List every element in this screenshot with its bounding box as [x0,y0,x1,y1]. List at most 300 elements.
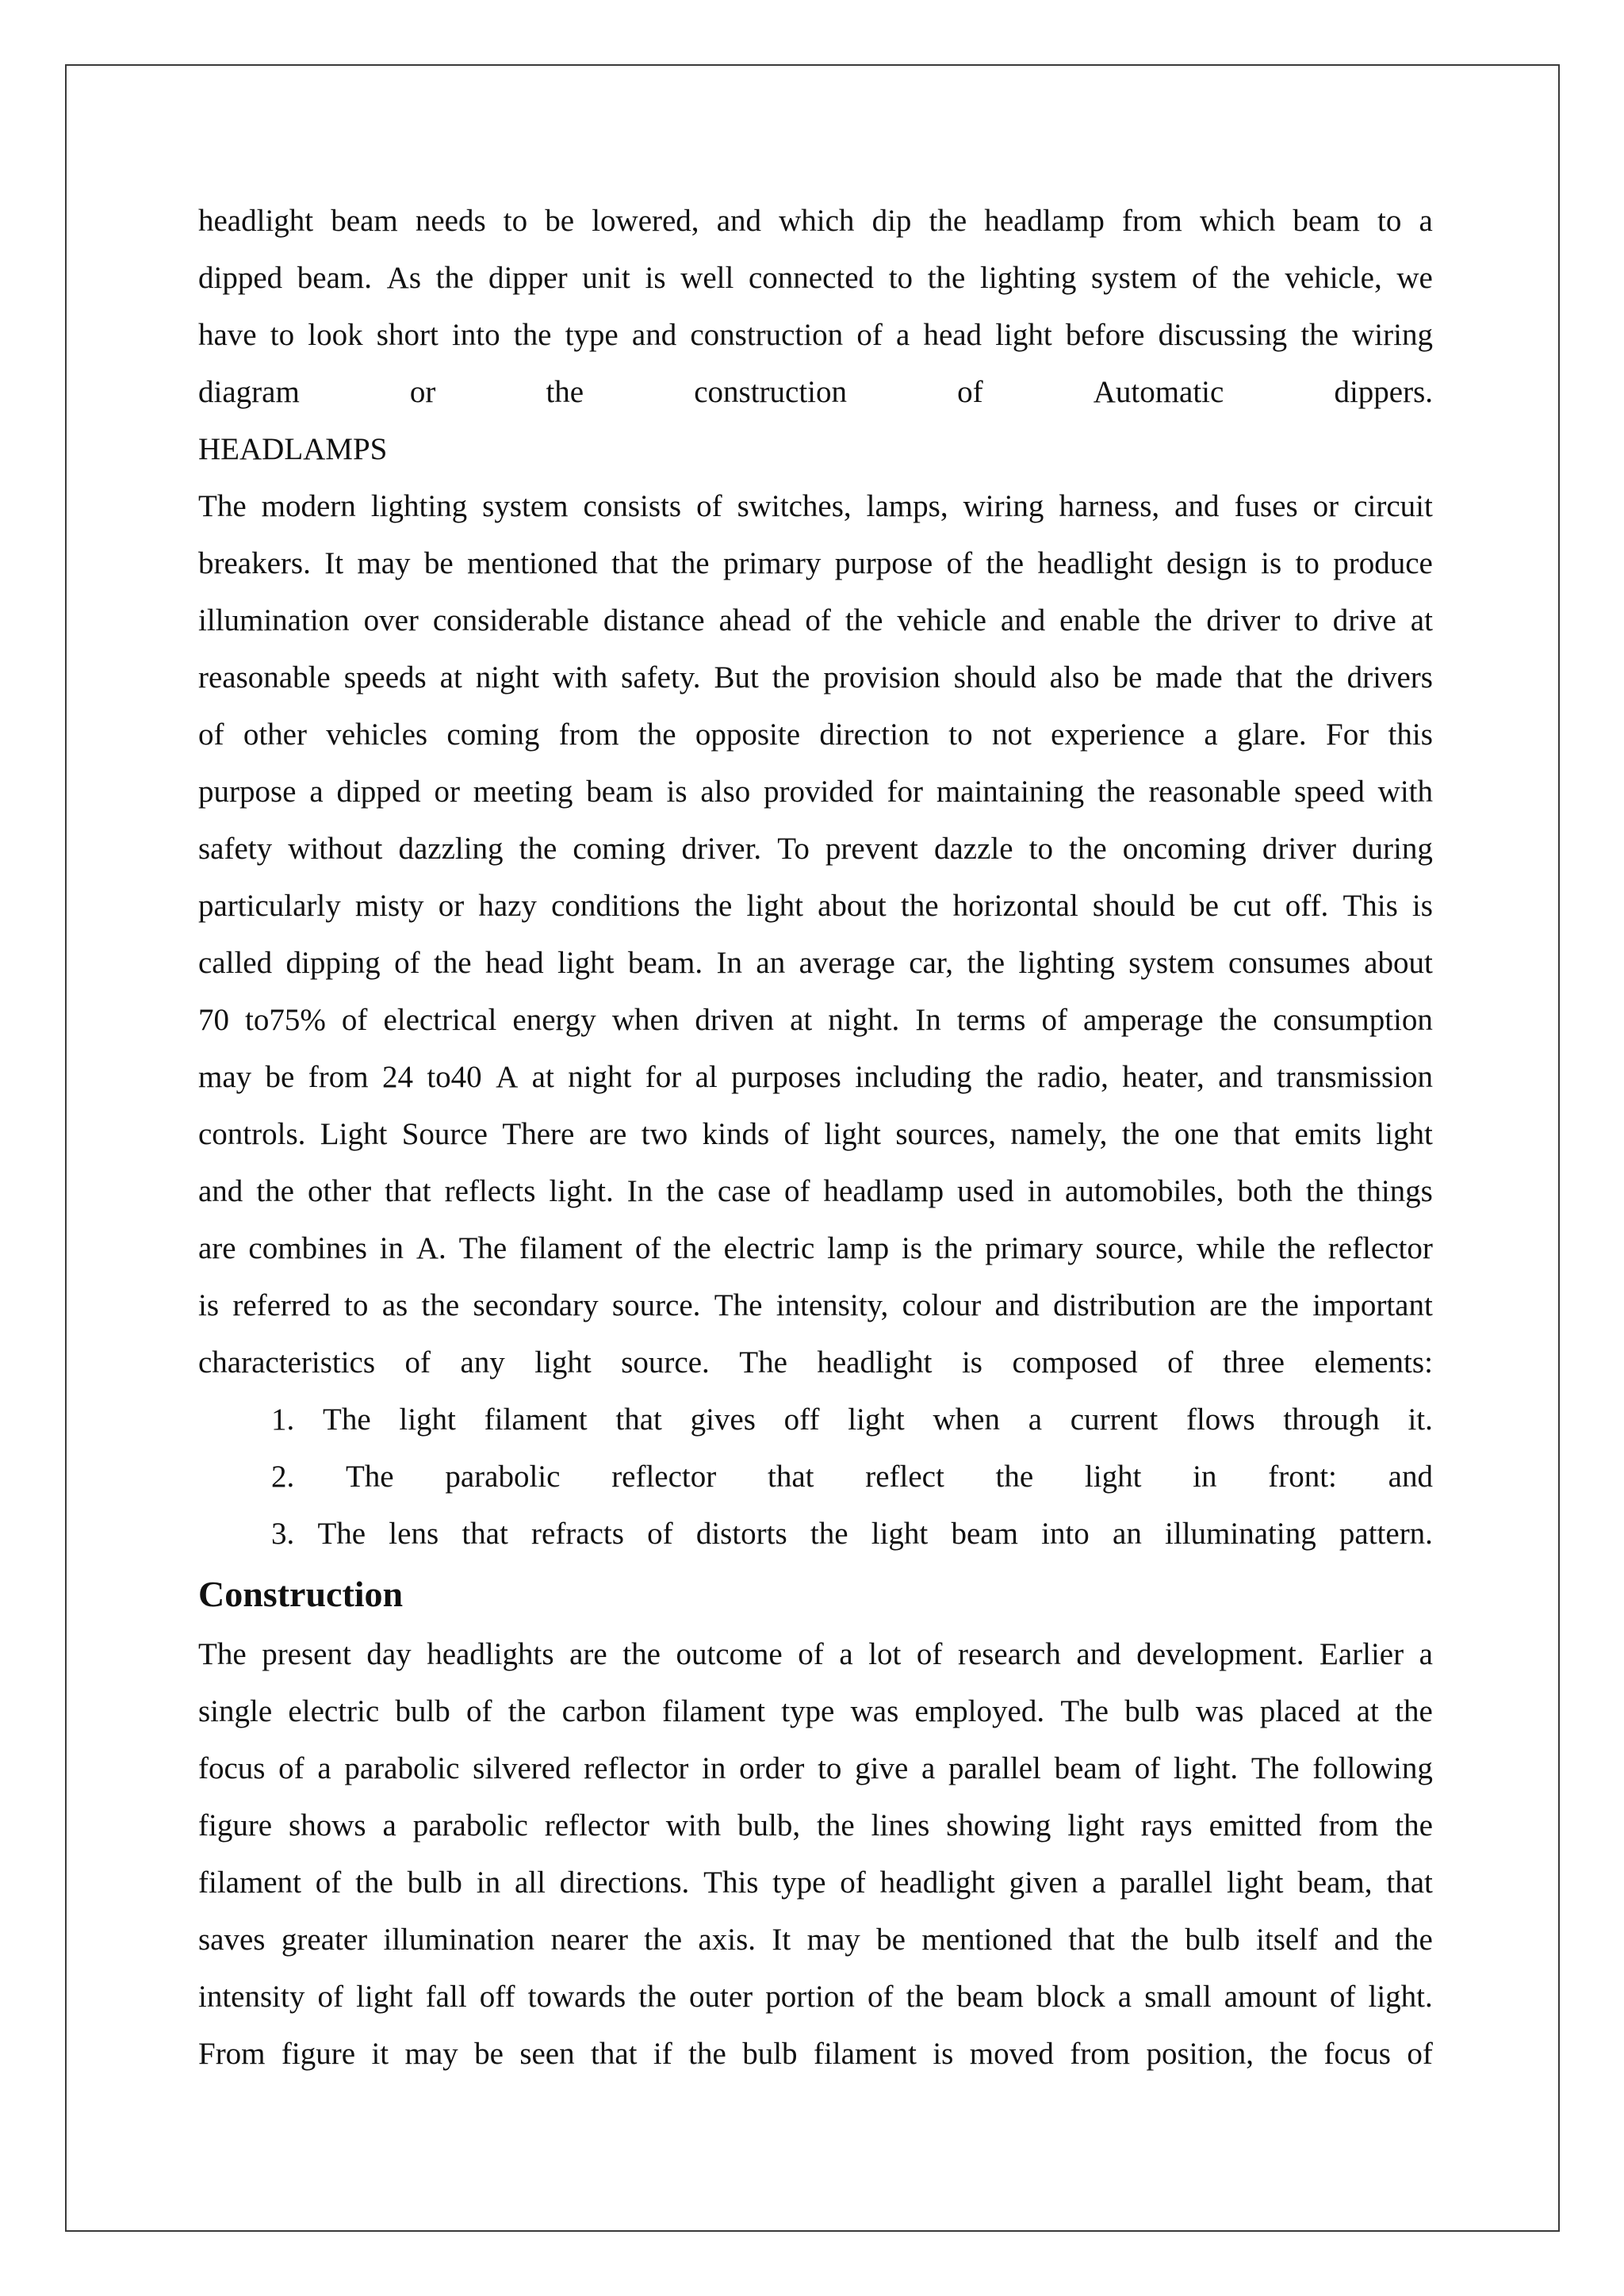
word: consists [583,489,682,523]
word: diagram [198,375,300,409]
word: elements: [1314,1345,1433,1380]
word: light [1067,1808,1124,1843]
word: characteristics [198,1345,376,1380]
word: to [818,1751,842,1785]
word: of [856,318,883,352]
paragraph-construction [198,1626,1433,2083]
word: beam [331,204,398,238]
word: lighting [370,489,468,523]
word: also [700,775,751,809]
word: to [1295,546,1320,580]
word: light [1376,1117,1433,1151]
word: From [198,2037,266,2071]
word: electric [288,1694,380,1728]
word: reflects [444,1174,536,1208]
paragraph-intro [198,193,1433,421]
text-line [198,592,1433,649]
word: and [1000,603,1046,637]
word: lamp [827,1231,890,1265]
text-line [198,649,1433,706]
text-line [198,2026,1433,2083]
word: the [985,1060,1024,1094]
word: electric [723,1231,815,1265]
word: may [357,546,411,580]
word: type [565,318,619,352]
word: following [1312,1751,1433,1785]
word: light [356,1980,413,2014]
list-item [198,1506,1433,1563]
text-line [198,1740,1433,1797]
word: be [1189,889,1219,923]
word: 1. [271,1402,295,1437]
word: vehicle [897,603,986,637]
word: with [665,1808,722,1843]
word: consumption [1273,1003,1433,1037]
word: to [1028,832,1053,866]
word: seen [519,2037,575,2071]
word: made [1155,660,1223,695]
word: a [839,1637,853,1671]
word: that [591,2037,638,2071]
word: The [1060,1694,1109,1728]
word: be [1113,660,1143,695]
word: as [381,1288,408,1322]
text-line [198,1049,1433,1106]
word: headlamp [823,1174,944,1208]
word: the [673,1231,711,1265]
word: the [1305,1174,1344,1208]
word: unit [582,261,630,295]
word: well [680,261,734,295]
text-line [198,1969,1433,2026]
word: is [961,1345,982,1380]
word: rays [1140,1808,1193,1843]
word: The [317,1517,366,1551]
word: modern [261,489,356,523]
word: refracts [531,1517,624,1551]
word: in [1193,1460,1217,1494]
word: given [1009,1866,1078,1900]
word: controls. [198,1117,306,1151]
word: dazzling [398,832,504,866]
word: it [371,2037,389,2071]
word: filament [662,1694,765,1728]
word: night. [828,1003,900,1037]
word: filament [519,1231,622,1265]
word: driven [695,1003,775,1037]
word: electrical [383,1003,497,1037]
word: was [850,1694,899,1728]
word: carbon [561,1694,646,1728]
word: the [1296,660,1334,695]
document-body [198,193,1433,2083]
text-line [198,1797,1433,1854]
word: that [615,1402,662,1437]
word: driver. [681,832,762,866]
word: distorts [695,1517,787,1551]
word: It [324,546,344,580]
word: saves [198,1923,266,1957]
word: Automatic [1093,375,1224,409]
text-line [198,763,1433,821]
word: referred [232,1288,331,1322]
word: and [1174,489,1220,523]
word: into [451,318,500,352]
construction-heading: Construction [198,1574,404,1614]
word: and [994,1288,1040,1322]
word: light [399,1402,456,1437]
word: light [557,946,615,980]
word: are [198,1231,236,1265]
word: energy [512,1003,596,1037]
word: dipped [336,775,421,809]
word: beam, [1297,1866,1373,1900]
word: from [558,718,619,752]
word: A. [416,1231,446,1265]
word: a [921,1751,936,1785]
word: vehicles [326,718,428,752]
word: short [376,318,439,352]
word: development. [1136,1637,1304,1671]
word: Earlier [1320,1637,1404,1671]
text-line [198,1626,1433,1683]
word: not [991,718,1032,752]
word: research [957,1637,1061,1671]
word: of [798,1637,824,1671]
word: In [915,1003,941,1037]
word: colour [902,1288,982,1322]
word: this [1388,718,1433,752]
word: safety. [621,660,701,695]
word: to [888,261,914,295]
word: a [1204,718,1218,752]
word: transmission [1276,1060,1433,1094]
word: to [1377,204,1402,238]
word: the [1154,603,1193,637]
word: the [508,1694,546,1728]
word: if [653,2037,672,2071]
word: the [421,1288,460,1322]
word: of [341,1003,368,1037]
word: reflect [865,1460,944,1494]
text-line [198,1334,1433,1391]
word: considerable [432,603,589,637]
word: driver [1262,832,1336,866]
word: a [1419,1637,1433,1671]
word: to [948,718,973,752]
word: light [1084,1460,1142,1494]
word: light. [549,1174,614,1208]
word: the [513,318,552,352]
word: placed [1259,1694,1341,1728]
word: wiring [1352,318,1433,352]
word: type [781,1694,835,1728]
word: prevent [825,832,918,866]
word: purpose [198,775,297,809]
word: misty [354,889,424,923]
word: the [688,2037,726,2071]
word: the [1300,318,1339,352]
word: of [696,489,722,523]
word: current [1070,1402,1159,1437]
word: bulb, [737,1808,801,1843]
word: silvered [473,1751,571,1785]
word: with [1377,775,1433,809]
word: when [611,1003,680,1037]
word: of [404,1345,431,1380]
word: towards [527,1980,626,2014]
word: outer [689,1980,753,2014]
word: dip [871,204,912,238]
word: beam [1293,204,1360,238]
word: the [1277,1231,1316,1265]
word: a [382,1808,396,1843]
word: of [198,718,224,752]
word: The [198,489,247,523]
word: terms [956,1003,1026,1037]
word: to75% [245,1003,326,1037]
word: small [1144,1980,1212,2014]
word: without [288,832,383,866]
word: to [344,1288,369,1322]
word: are [588,1117,627,1151]
word: harness, [1059,489,1160,523]
word: headlight [817,1345,933,1380]
word: filament [198,1866,301,1900]
word: light [534,1345,592,1380]
word: the [355,1866,393,1900]
word: it. [1408,1402,1433,1437]
word: beam. [627,946,703,980]
word: from [308,1060,369,1094]
word: a [1419,204,1433,238]
word: illuminating [1165,1517,1316,1551]
word: and [631,318,677,352]
word: including [855,1060,972,1094]
word: look [308,318,363,352]
word: which [1199,204,1276,238]
word: through [1283,1402,1380,1437]
word: of [868,1980,894,2014]
word: about [1364,946,1433,980]
word: over [363,603,419,637]
word: glare. [1236,718,1307,752]
word: mentioned [921,1923,1052,1957]
text-line [198,364,1433,421]
word: at [531,1060,554,1094]
word: when [933,1402,1000,1437]
word: day [366,1637,412,1671]
word: are [569,1637,607,1671]
word: all [514,1866,546,1900]
word: the [671,546,710,580]
word: or [409,375,436,409]
word: case [717,1174,772,1208]
text-line [198,821,1433,878]
word: of [1167,1345,1193,1380]
text-line [198,250,1433,307]
word: from [1318,1808,1379,1843]
word: have [198,318,257,352]
word: a [309,775,324,809]
word: and [1388,1460,1433,1494]
word: any [460,1345,505,1380]
word: heater, [1122,1060,1205,1094]
word: Source [401,1117,488,1151]
word: beam [956,1980,1024,2014]
text-line [198,1911,1433,1969]
word: meeting [473,775,573,809]
word: provided [764,775,874,809]
word: of [1041,1003,1067,1037]
word: for [645,1060,682,1094]
word: But [714,660,759,695]
word: ahead [718,603,791,637]
word: As [386,261,421,295]
word: present [262,1637,351,1671]
word: direction [819,718,929,752]
word: primary [722,546,822,580]
word: that [385,1174,431,1208]
word: headlight [198,204,314,238]
word: discussing [1158,318,1288,352]
word: order [739,1751,805,1785]
word: oncoming [1122,832,1247,866]
word: 2. [271,1460,295,1494]
word: before [1065,318,1145,352]
word: illumination [198,603,350,637]
word: In [716,946,743,980]
word: source. [611,1288,701,1322]
word: a [317,1751,331,1785]
word: night [475,660,539,695]
word: the [256,1174,294,1208]
word: lines [871,1808,930,1843]
word: namely, [1010,1117,1108,1151]
word: 24 [381,1060,413,1094]
word: in [702,1751,726,1785]
word: system [1090,261,1178,295]
word: In [626,1174,653,1208]
word: is [666,775,688,809]
word: position, [1146,2037,1254,2071]
word: car, [909,946,954,980]
word: off [479,1980,515,2014]
word: of [805,603,831,637]
word: light [746,889,803,923]
word: that [1235,660,1283,695]
text-line [198,1163,1433,1220]
word: the [546,375,584,409]
list-item [198,1448,1433,1506]
word: the [1069,832,1107,866]
word: mentioned [467,546,598,580]
word: dipper [488,261,568,295]
word: focus [1323,2037,1391,2071]
word: to40 [427,1060,482,1094]
word: and [1218,1060,1263,1094]
word: or [434,775,460,809]
word: the [1232,261,1270,295]
word: the [694,889,733,923]
word: bulb [1185,1923,1240,1957]
text-line [198,878,1433,935]
word: the [1395,1923,1433,1957]
word: at [790,1003,813,1037]
word: of [783,1117,810,1151]
word: employed. [914,1694,1045,1728]
word: primary [985,1231,1083,1265]
word: single [198,1694,273,1728]
word: construction [690,318,844,352]
word: particularly [198,889,341,923]
word: purpose [834,546,933,580]
word: the [638,718,676,752]
word: 70 [198,1003,229,1037]
word: drive [1332,603,1396,637]
word: is [645,261,666,295]
word: of [278,1751,304,1785]
word: speed [1294,775,1365,809]
word: used [957,1174,1014,1208]
word: at [439,660,462,695]
word: for [887,775,923,809]
word: the [1121,1117,1160,1151]
word: a [1092,1866,1106,1900]
word: is [198,1288,220,1322]
word: the [1097,775,1136,809]
word: headlamp [984,204,1105,238]
word: A [496,1060,519,1094]
word: The [458,1231,508,1265]
word: the [622,1637,661,1671]
word: be [876,1923,906,1957]
word: coming [446,718,540,752]
word: amperage [1083,1003,1204,1037]
word: light. [1368,1980,1433,2014]
word: shows [289,1808,366,1843]
word: consumes [1228,946,1350,980]
word: be [474,2037,504,2071]
word: system [482,489,569,523]
word: at [1410,603,1433,637]
word: the [967,946,1005,980]
word: a [895,318,910,352]
word: the [1395,1694,1433,1728]
word: dippers. [1334,375,1433,409]
word: beam. [297,261,373,295]
word: filament [484,1402,588,1437]
word: type [772,1866,826,1900]
word: lot [868,1637,902,1671]
word: lens [389,1517,439,1551]
word: figure [281,2037,356,2071]
word: the [845,603,883,637]
word: two [641,1117,688,1151]
word: that [1233,1117,1281,1151]
word: The [739,1345,787,1380]
word: of [317,1980,343,2014]
word: light [824,1117,881,1151]
word: called [198,946,273,980]
word: in [1027,1174,1052,1208]
word: Light [320,1117,388,1151]
word: For [1326,718,1369,752]
word: emitted [1208,1808,1302,1843]
word: the [929,204,967,238]
text-line [198,307,1433,364]
word: light. [1173,1751,1239,1785]
